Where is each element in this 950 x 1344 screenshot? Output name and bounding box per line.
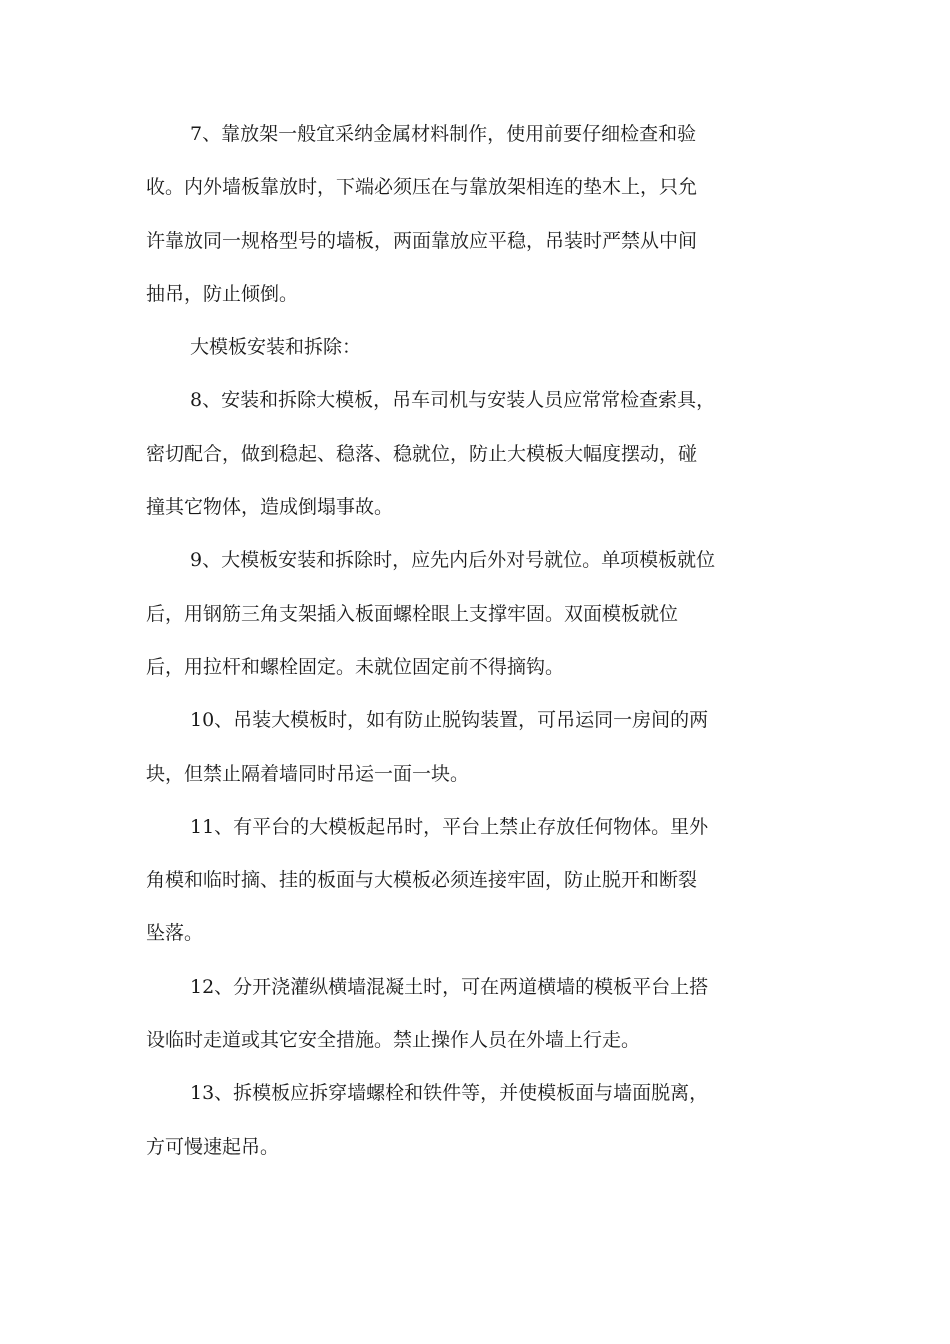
text-line: 密切配合，做到稳起、稳落、稳就位，防止大模板大幅度摆动，碰 (146, 442, 698, 465)
document-body (146, 108, 804, 1174)
text-line: 方可慢速起吊。 (146, 1135, 280, 1158)
text-line: 撞其它物体，造成倒塌事故。 (146, 496, 394, 519)
text-line: 11、有平台的大模板起吊时，平台上禁止存放任何物体。里外 (190, 815, 709, 838)
text-line: 12、分开浇灌纵横墙混凝土时，可在两道横墙的模板平台上搭 (190, 975, 709, 998)
text-line: 13、拆模板应拆穿墙螺栓和铁件等，并使模板面与墙面脱离， (190, 1082, 709, 1105)
paragraph-8 (146, 374, 804, 534)
text-line: 10、吊装大模板时，如有防止脱钩装置，可吊运同一房间的两 (190, 709, 709, 732)
text-line: 抽吊，防止倾倒。 (146, 282, 299, 305)
text-line: 收。内外墙板靠放时，下端必须压在与靠放架相连的垫木上，只允 (146, 176, 698, 199)
paragraph-13 (146, 1067, 804, 1174)
paragraph-7 (146, 108, 804, 321)
paragraph-12 (146, 961, 804, 1068)
paragraph-11 (146, 801, 804, 961)
text-line: 9、大模板安装和拆除时，应先内后外对号就位。单项模板就位 (190, 549, 716, 572)
text-line: 块，但禁止隔着墙同时吊运一面一块。 (146, 762, 470, 785)
text-line: 坠落。 (146, 922, 204, 945)
text-line: 后，用钢筋三角支架插入板面螺栓眼上支撑牢固。双面模板就位 (146, 602, 679, 625)
section-heading-large-formwork (146, 321, 804, 374)
text-line: 8、安装和拆除大模板，吊车司机与安装人员应常常检查索具， (190, 389, 716, 412)
paragraph-10 (146, 694, 804, 801)
text-line: 大模板安装和拆除： (190, 336, 362, 359)
text-line: 角模和临时摘、挂的板面与大模板必须连接牢固，防止脱开和断裂 (146, 869, 698, 892)
paragraph-9 (146, 534, 804, 694)
text-line: 7、靠放架一般宜采纳金属材料制作，使用前要仔细检查和验 (190, 123, 697, 145)
text-line: 后，用拉杆和螺栓固定。未就位固定前不得摘钩。 (146, 655, 565, 678)
text-line: 设临时走道或其它安全措施。禁止操作人员在外墙上行走。 (146, 1029, 641, 1052)
text-line: 许靠放同一规格型号的墙板，两面靠放应平稳，吊装时严禁从中间 (146, 229, 698, 252)
